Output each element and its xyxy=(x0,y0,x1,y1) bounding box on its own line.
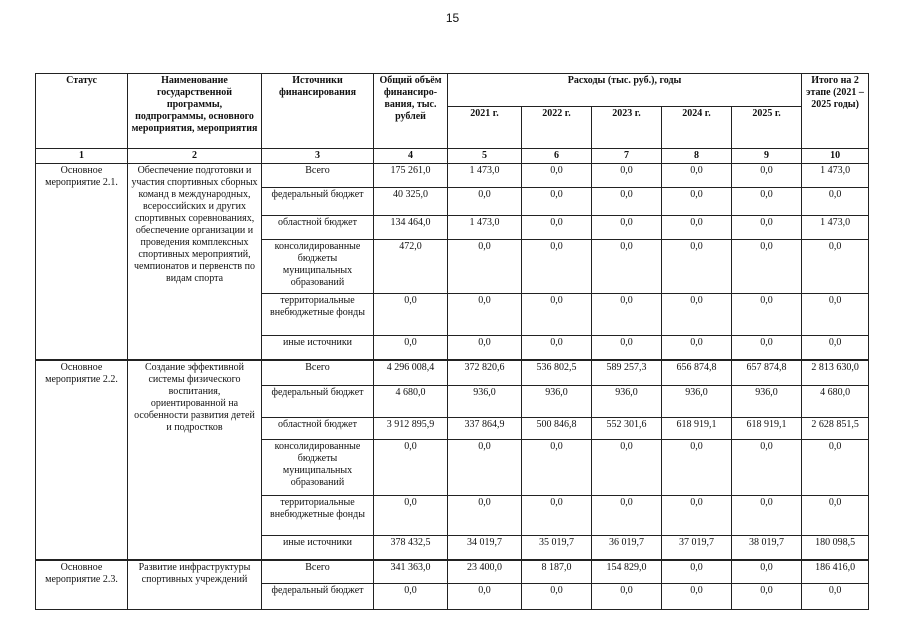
column-number-row xyxy=(36,149,869,164)
value-cell: 0,0 xyxy=(592,336,662,360)
value-cell: 618 919,1 xyxy=(662,418,732,440)
value-cell: 8 187,0 xyxy=(522,560,592,584)
column-number: 5 xyxy=(448,149,522,164)
value-cell: 0,0 xyxy=(662,584,732,610)
value-cell: 0,0 xyxy=(592,584,662,610)
value-cell: 0,0 xyxy=(448,440,522,496)
header-total: Общий объём финансиро-вания, тыс. рублей xyxy=(374,74,448,149)
group-name: Развитие инфраструктуры спортивных учреждений xyxy=(128,560,262,610)
value-cell: 34 019,7 xyxy=(448,536,522,560)
value-cell: 0,0 xyxy=(662,560,732,584)
value-cell: 0,0 xyxy=(522,336,592,360)
value-cell: 0,0 xyxy=(592,216,662,240)
value-cell: 0,0 xyxy=(662,240,732,294)
value-cell: 0,0 xyxy=(732,336,802,360)
source-cell: территориальные внебюджетные фонды xyxy=(262,496,374,536)
group-name: Обеспечение подготовки и участия спортивных сборных команд в международных, всероссийских и других спортивных соревнованиях, обеспечение организации и проведения комплексных спортивных мероприятий, чемпионатов и первенств по видам спорта xyxy=(128,164,262,360)
column-number: 8 xyxy=(662,149,732,164)
value-cell: 0,0 xyxy=(662,294,732,336)
group-status: Основное мероприятие 2.1. xyxy=(36,164,128,360)
value-cell: 0,0 xyxy=(448,584,522,610)
page-number: 15 xyxy=(445,11,460,25)
value-cell: 936,0 xyxy=(522,386,592,418)
value-cell: 0,0 xyxy=(802,294,869,336)
column-number: 10 xyxy=(802,149,869,164)
value-cell: 0,0 xyxy=(522,440,592,496)
source-cell: областной бюджет xyxy=(262,418,374,440)
value-cell: 0,0 xyxy=(802,496,869,536)
value-cell: 0,0 xyxy=(732,294,802,336)
value-cell: 0,0 xyxy=(374,294,448,336)
column-number: 9 xyxy=(732,149,802,164)
value-cell: 0,0 xyxy=(448,188,522,216)
value-cell: 4 680,0 xyxy=(802,386,869,418)
value-cell: 0,0 xyxy=(662,164,732,188)
column-number: 3 xyxy=(262,149,374,164)
source-cell: иные источники xyxy=(262,336,374,360)
value-cell: 0,0 xyxy=(522,496,592,536)
value-cell: 936,0 xyxy=(662,386,732,418)
value-cell: 536 802,5 xyxy=(522,360,592,386)
value-cell: 4 296 008,4 xyxy=(374,360,448,386)
value-cell: 23 400,0 xyxy=(448,560,522,584)
value-cell: 0,0 xyxy=(592,294,662,336)
header-year: 2024 г. xyxy=(662,107,732,149)
value-cell: 35 019,7 xyxy=(522,536,592,560)
column-number: 2 xyxy=(128,149,262,164)
source-cell: Всего xyxy=(262,560,374,584)
table-row xyxy=(36,164,869,188)
value-cell: 4 680,0 xyxy=(374,386,448,418)
value-cell: 618 919,1 xyxy=(732,418,802,440)
column-number: 4 xyxy=(374,149,448,164)
column-number: 1 xyxy=(36,149,128,164)
table-row xyxy=(36,560,869,584)
header-year: 2022 г. xyxy=(522,107,592,149)
value-cell: 0,0 xyxy=(448,240,522,294)
source-cell: Всего xyxy=(262,360,374,386)
header-year: 2025 г. xyxy=(732,107,802,149)
source-cell: федеральный бюджет xyxy=(262,188,374,216)
value-cell: 936,0 xyxy=(592,386,662,418)
value-cell: 0,0 xyxy=(592,240,662,294)
header-stage-total: Итого на 2 этапе (2021 – 2025 годы) xyxy=(802,74,869,149)
value-cell: 0,0 xyxy=(732,216,802,240)
header-expenses: Расходы (тыс. руб.), годы xyxy=(448,74,802,107)
group-status: Основное мероприятие 2.3. xyxy=(36,560,128,610)
value-cell: 0,0 xyxy=(802,336,869,360)
value-cell: 0,0 xyxy=(448,336,522,360)
source-cell: территориальные внебюджетные фонды xyxy=(262,294,374,336)
value-cell: 0,0 xyxy=(662,496,732,536)
value-cell: 0,0 xyxy=(732,240,802,294)
header-sources: Источники финансирования xyxy=(262,74,374,149)
header-status: Статус xyxy=(36,74,128,149)
value-cell: 341 363,0 xyxy=(374,560,448,584)
value-cell: 0,0 xyxy=(522,294,592,336)
value-cell: 0,0 xyxy=(802,240,869,294)
value-cell: 37 019,7 xyxy=(662,536,732,560)
value-cell: 0,0 xyxy=(662,216,732,240)
value-cell: 2 813 630,0 xyxy=(802,360,869,386)
group-2-1 xyxy=(36,164,869,360)
value-cell: 0,0 xyxy=(732,440,802,496)
value-cell: 472,0 xyxy=(374,240,448,294)
value-cell: 186 416,0 xyxy=(802,560,869,584)
source-cell: консолидированные бюджеты муниципальных образований xyxy=(262,440,374,496)
value-cell: 0,0 xyxy=(732,496,802,536)
group-status: Основное мероприятие 2.2. xyxy=(36,360,128,560)
value-cell: 589 257,3 xyxy=(592,360,662,386)
value-cell: 0,0 xyxy=(662,440,732,496)
value-cell: 0,0 xyxy=(732,560,802,584)
value-cell: 337 864,9 xyxy=(448,418,522,440)
value-cell: 552 301,6 xyxy=(592,418,662,440)
source-cell: областной бюджет xyxy=(262,216,374,240)
value-cell: 1 473,0 xyxy=(802,164,869,188)
value-cell: 0,0 xyxy=(592,496,662,536)
value-cell: 378 432,5 xyxy=(374,536,448,560)
value-cell: 0,0 xyxy=(732,188,802,216)
value-cell: 0,0 xyxy=(592,164,662,188)
source-cell: иные источники xyxy=(262,536,374,560)
value-cell: 36 019,7 xyxy=(592,536,662,560)
header-year: 2023 г. xyxy=(592,107,662,149)
value-cell: 0,0 xyxy=(374,336,448,360)
value-cell: 0,0 xyxy=(522,584,592,610)
value-cell: 154 829,0 xyxy=(592,560,662,584)
value-cell: 0,0 xyxy=(592,188,662,216)
value-cell: 0,0 xyxy=(592,440,662,496)
value-cell: 2 628 851,5 xyxy=(802,418,869,440)
value-cell: 180 098,5 xyxy=(802,536,869,560)
header-year: 2021 г. xyxy=(448,107,522,149)
header-name: Наименование государственной программы, подпрограммы, основного мероприятия, мероприятия xyxy=(128,74,262,149)
value-cell: 0,0 xyxy=(662,336,732,360)
value-cell: 134 464,0 xyxy=(374,216,448,240)
value-cell: 0,0 xyxy=(732,584,802,610)
source-cell: федеральный бюджет xyxy=(262,584,374,610)
budget-table xyxy=(35,73,869,610)
value-cell: 936,0 xyxy=(448,386,522,418)
source-cell: Всего xyxy=(262,164,374,188)
value-cell: 656 874,8 xyxy=(662,360,732,386)
value-cell: 657 874,8 xyxy=(732,360,802,386)
group-name: Создание эффективной системы физического воспитания, ориентированной на особенности развития детей и подростков xyxy=(128,360,262,560)
value-cell: 372 820,6 xyxy=(448,360,522,386)
value-cell: 0,0 xyxy=(732,164,802,188)
value-cell: 0,0 xyxy=(448,496,522,536)
value-cell: 500 846,8 xyxy=(522,418,592,440)
value-cell: 1 473,0 xyxy=(448,216,522,240)
column-number: 7 xyxy=(592,149,662,164)
source-cell: федеральный бюджет xyxy=(262,386,374,418)
value-cell: 0,0 xyxy=(522,216,592,240)
value-cell: 38 019,7 xyxy=(732,536,802,560)
value-cell: 0,0 xyxy=(802,584,869,610)
value-cell: 0,0 xyxy=(662,188,732,216)
value-cell: 0,0 xyxy=(448,294,522,336)
value-cell: 0,0 xyxy=(374,440,448,496)
value-cell: 0,0 xyxy=(802,188,869,216)
value-cell: 0,0 xyxy=(522,188,592,216)
value-cell: 0,0 xyxy=(374,496,448,536)
value-cell: 1 473,0 xyxy=(448,164,522,188)
value-cell: 0,0 xyxy=(802,440,869,496)
value-cell: 175 261,0 xyxy=(374,164,448,188)
value-cell: 936,0 xyxy=(732,386,802,418)
value-cell: 40 325,0 xyxy=(374,188,448,216)
value-cell: 0,0 xyxy=(374,584,448,610)
column-number: 6 xyxy=(522,149,592,164)
value-cell: 0,0 xyxy=(522,164,592,188)
table-row xyxy=(36,360,869,386)
value-cell: 3 912 895,9 xyxy=(374,418,448,440)
group-2-2 xyxy=(36,360,869,560)
value-cell: 1 473,0 xyxy=(802,216,869,240)
source-cell: консолидированные бюджеты муниципальных образований xyxy=(262,240,374,294)
value-cell: 0,0 xyxy=(522,240,592,294)
group-2-3 xyxy=(36,560,869,610)
